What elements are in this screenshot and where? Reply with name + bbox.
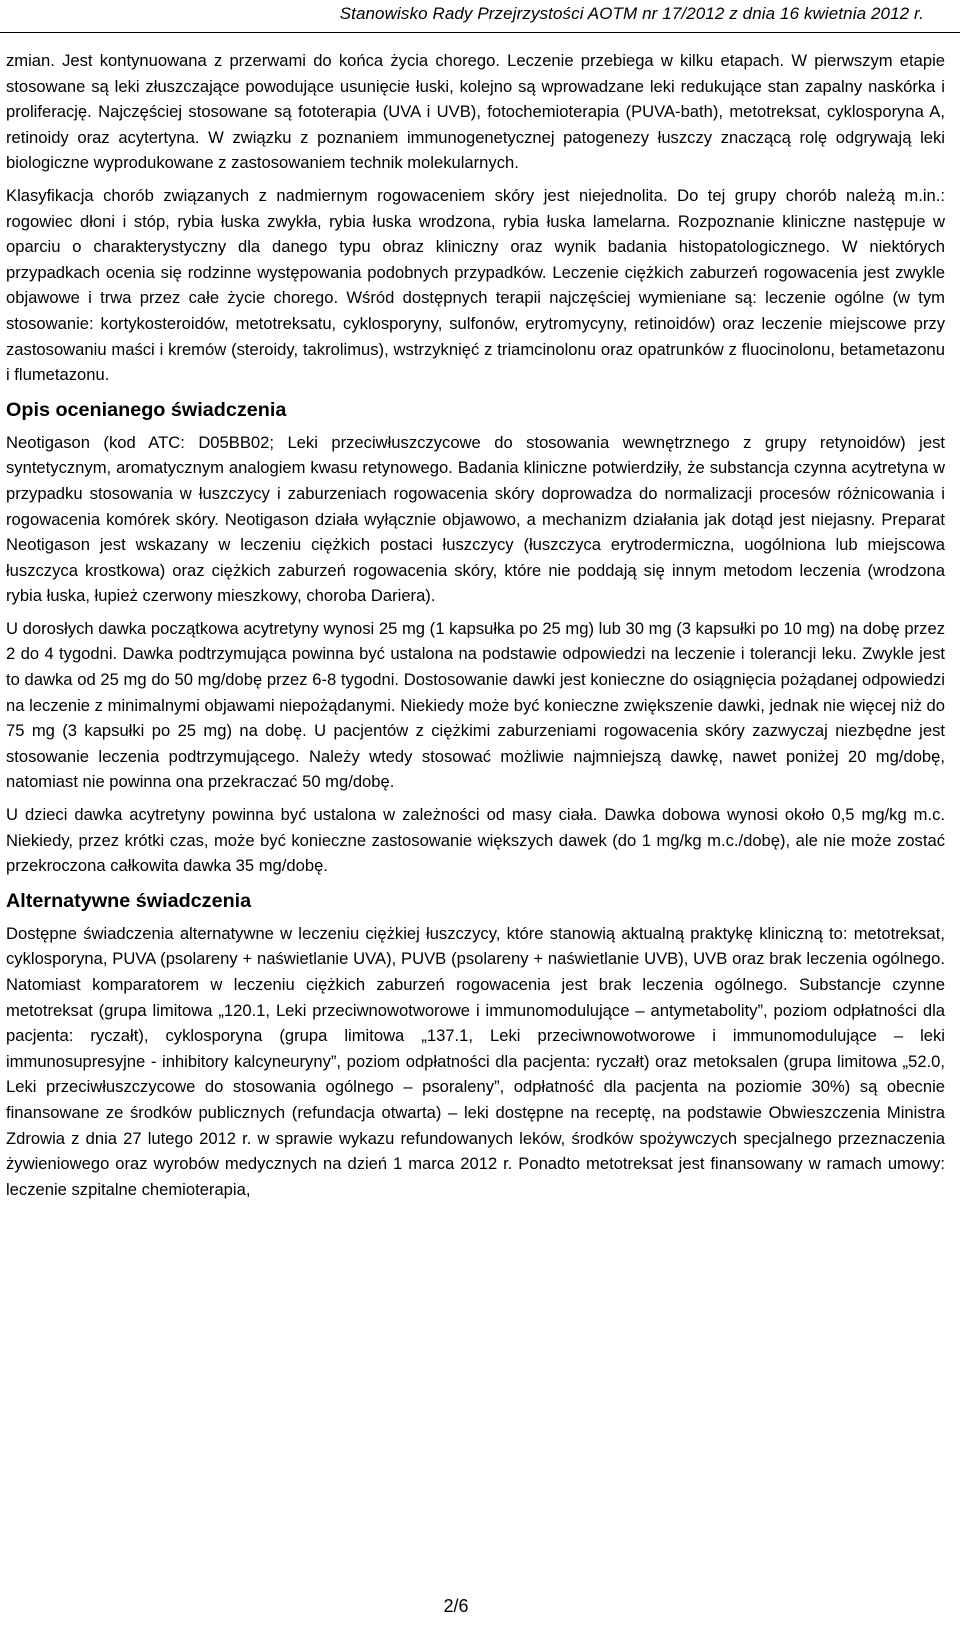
running-header: Stanowisko Rady Przejrzystości AOTM nr 17/2012 z dnia 16 kwietnia 2012 r.: [339, 4, 924, 23]
header-divider: [0, 32, 960, 33]
paragraph-adult-dosage: U dorosłych dawka początkowa acytretyny wynosi 25 mg (1 kapsułka po 25 mg) lub 30 mg (3 kapsułki po 10 mg) na dobę przez 2 do 4 tygodni. Dawka podtrzymująca powinna być ustalona na podstawie odpowiedzi na leczenie i tolerancji leku. Zwykle jest to dawka od 25 mg do 50 mg/dobę przez 6-8 tygodni. Dostosowanie dawki jest konieczne do osiągnięcia pożądanej odpowiedzi na leczenie z minimalnymi objawami niepożądanymi. Niekiedy może być konieczne zwiększenie dawki, jednak nie więcej niż do 75 mg (3 kapsułki po 25 mg) na dobę. U pacjentów z ciężkimi zaburzeniami rogowacenia skóry zazwyczaj niezbędne jest stosowanie leczenia podtrzymującego. Należy wtedy stosować możliwie najmniejszą dawkę, nawet poniżej 20 mg/dobę, natomiast nie powinna ona przekraczać 50 mg/dobę.: [6, 618, 945, 792]
heading-alternatywne-swiadczenia: Alternatywne świadczenia: [6, 889, 252, 912]
heading-opis-ocenianego-swiadczenia: Opis ocenianego świadczenia: [6, 398, 287, 421]
paragraph-child-dosage: U dzieci dawka acytretyny powinna być ustalona w zależności od masy ciała. Dawka dobowa wynosi około 0,5 mg/kg m.c. Niekiedy, przez krótki czas, może być konieczne zastosowanie większych dawek (do 1 mg/kg m.c./dobę), ale nie może zostać przekroczona całkowita dawka 35 mg/dobę.: [6, 805, 945, 876]
paragraph-treatment-stages: zmian. Jest kontynuowana z przerwami do końca życia chorego. Leczenie przebiega w kilku etapach. W pierwszym etapie stosowane są leki złuszczające powodujące usunięcie łuski, kolejno są wprowadzane leki redukujące stan zapalny naskórka i proliferację. Najczęściej stosowane są fototerapia (UVA i UVB), fotochemioterapia (PUVA-bath), metotreksat, cyklosporyna A, retinoidy oraz acytertyna. W związku z poznaniem immunogenetycznej patogenezy łuszczy znaczącą rolę odgrywają leki biologiczne wyprodukowane z zastosowaniem technik molekularnych.: [6, 51, 945, 173]
paragraph-neotigason-description: Neotigason (kod ATC: D05BB02; Leki przeciwłuszczycowe do stosowania wewnętrznego z grupy retynoidów) jest syntetycznym, aromatycznym analogiem kwasu retynowego. Badania kliniczne potwierdziły, że substancja czynna acytretyna w przypadku stosowania w łuszczycy i zaburzeniach rogowacenia skóry doprowadza do normalizacji procesów różnicowania i rogowacenia komórek skóry. Neotigason działa wyłącznie objawowo, a mechanizm działania jak dotąd jest niejasny. Preparat Neotigason jest wskazany w leczeniu ciężkich postaci łuszczycy (łuszczyca erytrodermiczna, uogólniona lub miejscowa łuszczyca krostkowa) oraz ciężkich zaburzeń rogowacenia skóry, które nie poddają się innym metodom leczenia (wrodzona rybia łuska, łupież czerwony mieszkowy, choroba Dariera).: [6, 432, 945, 606]
page-number: 2/6: [443, 1596, 469, 1616]
paragraph-alternative-treatments: Dostępne świadczenia alternatywne w leczeniu ciężkiej łuszczycy, które stanowią aktualną praktykę kliniczną to: metotreksat, cyklosporyna, PUVA (psolareny + naświetlanie UVA), PUVB (psolareny + naświetlanie UVB), UVB oraz brak leczenia ogólnego. Natomiast komparatorem w leczeniu ciężkich zaburzeń rogowacenia jest brak leczenia ogólnego. Substancje czynne metotreksat (grupa limitowa „120.1, Leki przeciwnowotworowe i immunomodulujące – antymetabolity”, poziom odpłatności dla pacjenta: ryczałt), cyklosporyna (grupa limitowa „137.1, Leki przeciwnowotworowe i immunomodulujące – leki immunosupresyjne - inhibitory kalcyneuryny”, poziom odpłatności dla pacjenta: ryczałt) oraz metoksalen (grupa limitowa „52.0, Leki przeciwłuszczycowe do stosowania ogólnego – psoraleny”, odpłatność dla pacjenta na poziomie 30%) są obecnie finansowane ze środków publicznych (refundacja otwarta) – leki dostępne na receptę, na podstawie Obwieszczenia Ministra Zdrowia z dnia 27 lutego 2012 r. w sprawie wykazu refundowanych leków, środków spożywczych specjalnego przeznaczenia żywieniowego oraz wyrobów medycznych na dzień 1 marca 2012 r. Ponadto metotreksat jest finansowany w ramach umowy: leczenie szpitalne chemioterapia,: [6, 923, 945, 1199]
document-body: [6, 48, 945, 1209]
paragraph-keratinization-classification: Klasyfikacja chorób związanych z nadmiernym rogowaceniem skóry jest niejednolita. Do tej grupy chorób należą m.in.: rogowiec dłoni i stóp, rybia łuska zwykła, rybia łuska wrodzona, rybia łuska lamelarna. Rozpoznanie kliniczne następuje w oparciu o charakterystyczny dla danego typu obraz kliniczny oraz wynik badania histopatologicznego. W niektórych przypadkach ocenia się rodzinne występowania podobnych przypadków. Leczenie ciężkich zaburzeń rogowacenia jest zwykle objawowe i trwa przez całe życie chorego. Wśród dostępnych terapii najczęściej wymieniane są: leczenie ogólne (w tym stosowanie: kortykosteroidów, metotreksatu, cyklosporyny, sulfonów, erytromycyny, retinoidów) oraz leczenie miejscowe przy zastosowaniu maści i kremów (steroidy, takrolimus), wstrzyknięć z triamcinolonu oraz opatrunków z fluocinolonu, betametazonu i flumetazonu.: [6, 185, 945, 385]
